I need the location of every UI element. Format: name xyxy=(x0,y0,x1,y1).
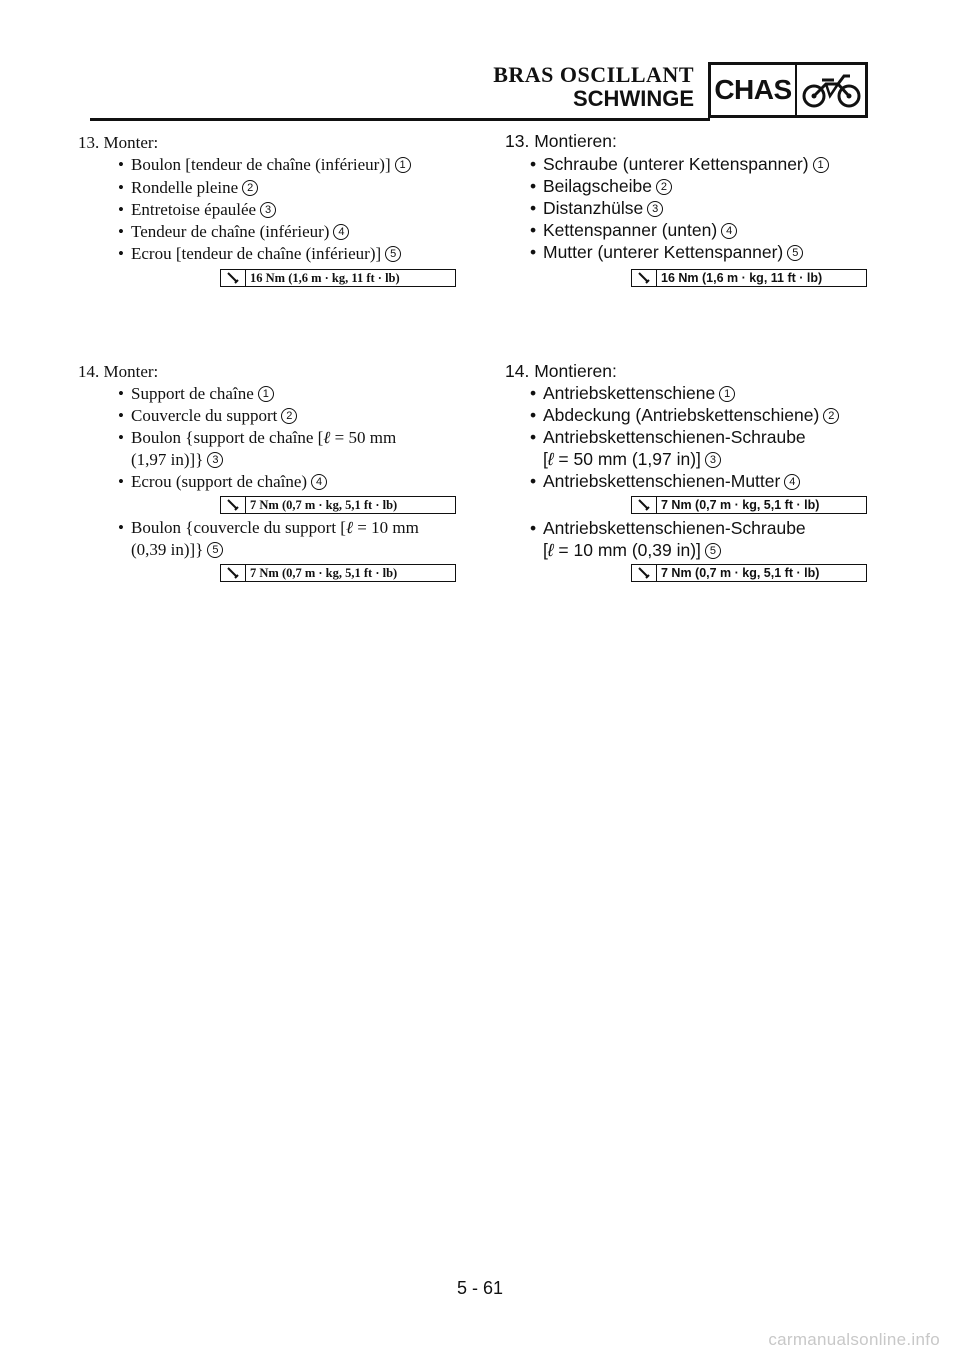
wrench-icon xyxy=(632,565,657,581)
list-item: • Boulon {support de chaîne [ℓ = 50 mm xyxy=(118,428,397,447)
list-item: • Antriebskettenschienen-Mutter 4 xyxy=(530,471,800,492)
callout-number: 3 xyxy=(207,452,223,468)
callout-number: 5 xyxy=(705,543,721,559)
header-rule xyxy=(90,118,710,121)
wrench-icon xyxy=(632,497,657,513)
callout-number: 2 xyxy=(242,180,258,196)
list-item: • Boulon [tendeur de chaîne (inférieur)] 1 xyxy=(118,155,411,175)
section-code: CHAS xyxy=(711,65,797,115)
step-heading: 14. Montieren: xyxy=(505,361,617,381)
list-item: • Entretoise épaulée 3 xyxy=(118,200,276,220)
watermark: carmanualsonline.info xyxy=(768,1330,940,1349)
callout-number: 4 xyxy=(333,224,349,240)
length-symbol: ℓ xyxy=(547,449,554,469)
callout-number: 4 xyxy=(784,474,800,490)
list-item: • Kettenspanner (unten) 4 xyxy=(530,220,737,241)
step-heading: 14. Monter: xyxy=(78,362,159,381)
torque-spec xyxy=(220,496,456,514)
callout-number: 1 xyxy=(395,157,411,173)
wrench-icon xyxy=(221,565,246,581)
list-item: • Couvercle du support 2 xyxy=(118,406,297,426)
callout-number: 3 xyxy=(705,452,721,468)
torque-value: 7 Nm (0,7 m · kg, 5,1 ft · lb) xyxy=(661,498,820,512)
wrench-icon xyxy=(221,497,246,513)
list-item: • Ecrou (support de chaîne) 4 xyxy=(118,472,327,492)
callout-number: 5 xyxy=(385,246,401,262)
list-item: • Ecrou [tendeur de chaîne (inférieur)] 5 xyxy=(118,244,401,264)
callout-number: 5 xyxy=(787,245,803,261)
torque-spec xyxy=(631,269,867,287)
list-item: • Abdeckung (Antriebskettenschiene) 2 xyxy=(530,405,839,426)
section-title-fr: BRAS OSCILLANT xyxy=(493,62,694,87)
list-item: • Support de chaîne 1 xyxy=(118,384,274,404)
callout-number: 4 xyxy=(721,223,737,239)
torque-value: 16 Nm (1,6 m · kg, 11 ft · lb) xyxy=(661,271,823,285)
section-tab xyxy=(708,62,868,118)
list-item-continuation: [ℓ = 50 mm (1,97 in)] 3 xyxy=(543,449,721,470)
torque-value: 16 Nm (1,6 m · kg, 11 ft · lb) xyxy=(250,270,400,285)
callout-number: 5 xyxy=(207,542,223,558)
callout-number: 2 xyxy=(823,408,839,424)
list-item-continuation: (1,97 in)]} 3 xyxy=(131,450,223,470)
list-item: • Mutter (unterer Kettenspanner) 5 xyxy=(530,242,803,263)
list-item-continuation: (0,39 in)]} 5 xyxy=(131,540,223,560)
callout-number: 1 xyxy=(719,386,735,402)
wrench-icon xyxy=(632,270,657,286)
motorcycle-icon xyxy=(797,65,865,115)
length-symbol: ℓ xyxy=(345,518,354,537)
torque-value: 7 Nm (0,7 m · kg, 5,1 ft · lb) xyxy=(250,565,398,580)
list-item-continuation: [ℓ = 10 mm (0,39 in)] 5 xyxy=(543,540,721,561)
callout-number: 3 xyxy=(647,201,663,217)
step-heading: 13. Monter: xyxy=(78,133,159,152)
callout-number: 1 xyxy=(813,157,829,173)
list-item: • Rondelle pleine 2 xyxy=(118,178,258,198)
section-title-de: SCHWINGE xyxy=(573,86,694,111)
list-item: • Boulon {couvercle du support [ℓ = 10 mm xyxy=(118,518,419,537)
list-item: • Antriebskettenschiene 1 xyxy=(530,383,735,404)
callout-number: 2 xyxy=(656,179,672,195)
list-item: • Antriebskettenschienen-Schraube xyxy=(530,427,806,447)
list-item: • Tendeur de chaîne (inférieur) 4 xyxy=(118,222,349,242)
torque-value: 7 Nm (0,7 m · kg, 5,1 ft · lb) xyxy=(250,497,398,512)
length-symbol: ℓ xyxy=(547,540,554,560)
list-item: • Schraube (unterer Kettenspanner) 1 xyxy=(530,154,829,175)
callout-number: 1 xyxy=(258,386,274,402)
callout-number: 3 xyxy=(260,202,276,218)
length-symbol: ℓ xyxy=(323,428,331,447)
callout-number: 2 xyxy=(281,408,297,424)
page-number: 5 - 61 xyxy=(456,1278,504,1298)
list-item: • Beilagscheibe 2 xyxy=(530,176,672,197)
torque-spec xyxy=(220,269,456,287)
torque-spec xyxy=(631,564,867,582)
torque-spec xyxy=(220,564,456,582)
torque-spec xyxy=(631,496,867,514)
wrench-icon xyxy=(221,270,246,286)
step-heading: 13. Montieren: xyxy=(505,131,617,151)
callout-number: 4 xyxy=(311,474,327,490)
list-item: • Distanzhülse 3 xyxy=(530,198,663,219)
list-item: • Antriebskettenschienen-Schraube xyxy=(530,518,806,538)
torque-value: 7 Nm (0,7 m · kg, 5,1 ft · lb) xyxy=(661,566,820,580)
